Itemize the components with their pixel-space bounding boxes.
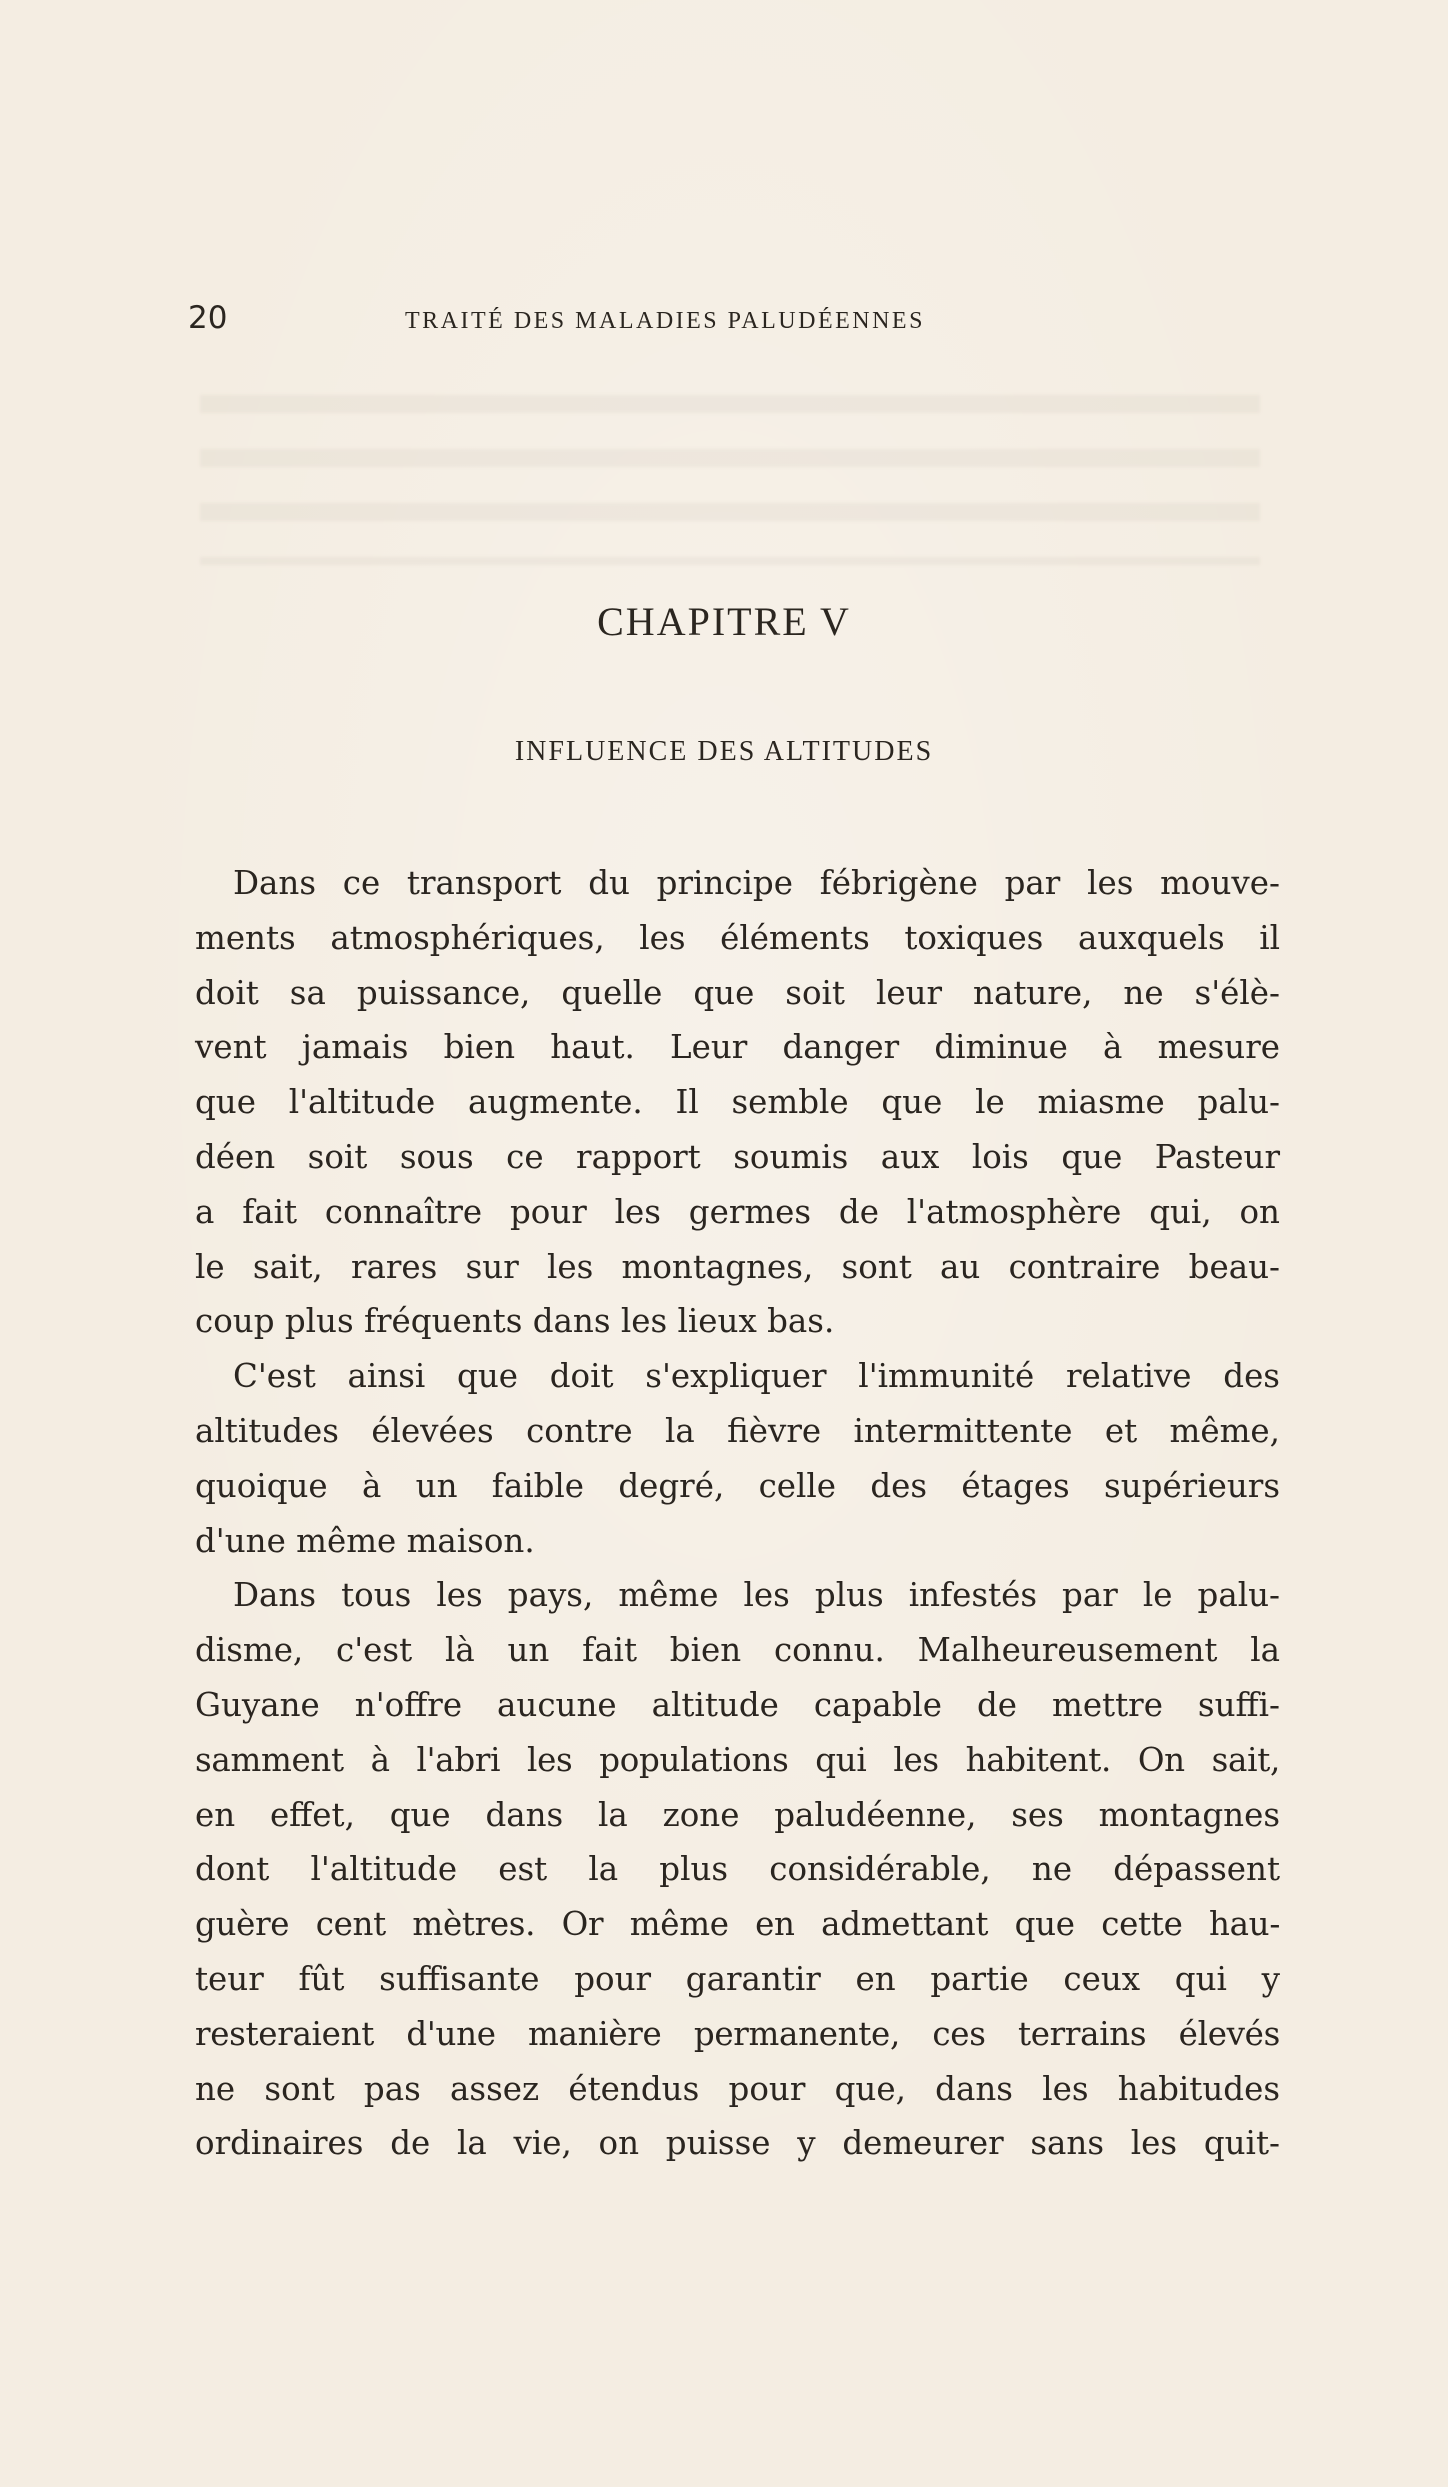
text-line: déen soit sous ce rapport soumis aux lois que Pasteur bbox=[195, 1137, 1280, 1176]
text-line: guère cent mètres. Or même en admettant que cette hau- bbox=[195, 1905, 1280, 1944]
text-line: ordinaires de la vie, on puisse y demeurer sans les quit- bbox=[195, 2124, 1280, 2163]
page-number: 20 bbox=[188, 300, 228, 336]
text-line: disme, c'est là un fait bien connu. Malheureusement la bbox=[195, 1631, 1280, 1670]
body-text bbox=[195, 856, 1280, 2171]
text-line: altitudes élevées contre la fièvre intermittente et même, bbox=[195, 1411, 1280, 1450]
text-line: en effet, que dans la zone paludéenne, ses montagnes bbox=[195, 1795, 1280, 1834]
text-line: quoique à un faible degré, celle des étages supérieurs bbox=[195, 1466, 1280, 1505]
running-title: TRAITÉ DES MALADIES PALUDÉENNES bbox=[405, 308, 925, 334]
text-line: d'une même maison. bbox=[195, 1521, 535, 1560]
text-line: dont l'altitude est la plus considérable, ne dépassent bbox=[195, 1850, 1280, 1889]
text-line: coup plus fréquents dans les lieux bas. bbox=[195, 1302, 835, 1341]
text-line: ments atmosphériques, les éléments toxiques auxquels il bbox=[195, 918, 1280, 957]
text-line: Dans tous les pays, même les plus infestés par le palu- bbox=[233, 1576, 1280, 1615]
text-line: Dans ce transport du principe fébrigène par les mouve- bbox=[233, 864, 1280, 902]
text-line: teur fût suffisante pour garantir en partie ceux qui y bbox=[195, 1959, 1280, 1998]
text-line: a fait connaître pour les germes de l'atmosphère qui, on bbox=[195, 1192, 1280, 1231]
text-line: samment à l'abri les populations qui les habitent. On sait, bbox=[195, 1740, 1280, 1779]
show-through-text bbox=[200, 395, 1260, 565]
text-line: Guyane n'offre aucune altitude capable de mettre suffi- bbox=[195, 1685, 1280, 1724]
text-line: vent jamais bien haut. Leur danger diminue à mesure bbox=[195, 1028, 1280, 1067]
text-line: C'est ainsi que doit s'expliquer l'immunité relative des bbox=[233, 1357, 1280, 1396]
text-line: ne sont pas assez étendus pour que, dans les habitudes bbox=[195, 2069, 1280, 2108]
text-line: le sait, rares sur les montagnes, sont au contraire beau- bbox=[195, 1247, 1280, 1286]
text-line: doit sa puissance, quelle que soit leur nature, ne s'élè- bbox=[195, 973, 1280, 1012]
text-line: que l'altitude augmente. Il semble que le miasme palu- bbox=[195, 1083, 1280, 1122]
text-line: resteraient d'une manière permanente, ces terrains élevés bbox=[195, 2014, 1280, 2053]
chapter-title: CHAPITRE V bbox=[597, 599, 851, 644]
chapter-subtitle: INFLUENCE DES ALTITUDES bbox=[514, 736, 934, 767]
running-head bbox=[188, 300, 1238, 340]
